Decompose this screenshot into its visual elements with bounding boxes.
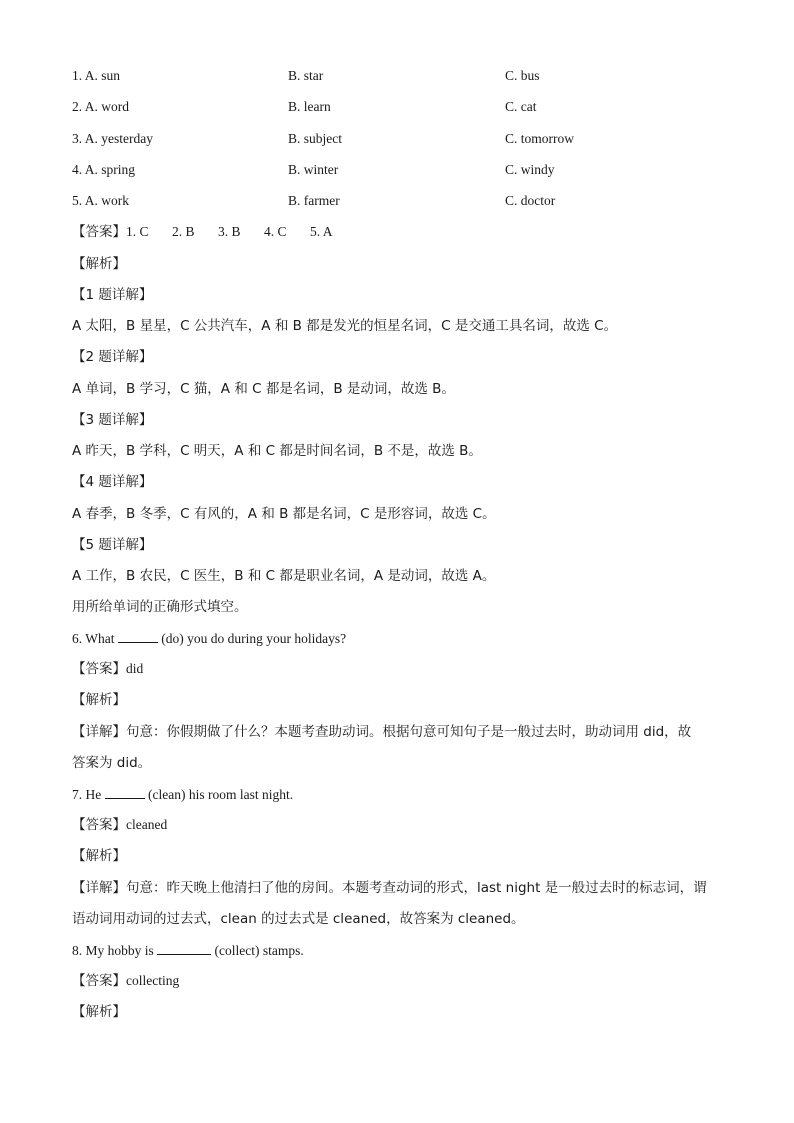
option-b: B. learn [288,99,331,114]
option-a: 4. A. spring [72,162,136,177]
option-c: C. bus [505,68,540,83]
option-c: C. doctor [505,193,556,208]
question-text: 6. What [72,631,115,646]
detail-text: 【详解】句意：昨天晚上他清扫了他的房间。本题考查动词的形式，last night 是一般过去时的标志词，谓 [72,880,707,896]
choice-row [72,130,722,148]
analysis-heading: 【解析】 [72,692,126,708]
answer-item: 5. A [310,224,333,239]
question-6 [72,629,346,648]
detail-text: A 工作，B 农民，C 医生，B 和 C 都是职业名词，A 是动词，故选 A。 [72,568,496,584]
choice-row [72,192,722,210]
answer-value: cleaned [126,817,168,832]
answer-tag: 【答案】 [72,661,126,677]
answer-item: 4. C [264,224,287,239]
answer-blank [157,941,211,955]
option-a: 1. A. sun [72,68,121,83]
detail-heading: 【2 题详解】 [72,349,153,365]
answer-item: 2. B [172,224,195,239]
answer-line [72,223,356,241]
detail-text: A 太阳，B 星星，C 公共汽车，A 和 B 都是发光的恒星名词，C 是交通工具名词，故选 C。 [72,318,618,334]
question-8 [72,941,304,960]
option-b: B. farmer [288,193,340,208]
detail-text: A 单词，B 学习，C 猫，A 和 C 都是名词，B 是动词，故选 B。 [72,381,455,397]
detail-text: 语动词用动词的过去式，clean 的过去式是 cleaned，故答案为 cleaned。 [72,911,525,927]
choice-row [72,98,722,116]
analysis-heading: 【解析】 [72,1004,126,1020]
option-c: C. cat [505,99,537,114]
detail-heading: 【5 题详解】 [72,537,153,553]
detail-heading: 【3 题详解】 [72,412,153,428]
option-b: B. subject [288,131,342,146]
detail-text: A 春季，B 冬季，C 有风的，A 和 B 都是名词，C 是形容词，故选 C。 [72,506,496,522]
answer-value: did [126,661,144,676]
option-c: C. windy [505,162,555,177]
answer-line [72,972,179,990]
question-text: 7. He [72,787,102,802]
choice-row [72,161,722,179]
answer-blank [105,785,145,799]
option-b: B. star [288,68,324,83]
answer-item: 1. C [126,224,149,239]
question-text: (clean) his room last night. [148,787,294,802]
detail-text: A 昨天，B 学科，C 明天，A 和 C 都是时间名词，B 不是，故选 B。 [72,443,482,459]
answer-blank [118,629,158,643]
detail-text: 【详解】句意：你假期做了什么？本题考查助动词。根据句意可知句子是一般过去时，助动词用 did，故 [72,724,692,740]
choice-row [72,67,722,85]
option-a: 2. A. word [72,99,129,114]
option-a: 5. A. work [72,193,129,208]
option-b: B. winter [288,162,339,177]
answer-tag: 【答案】 [72,973,126,989]
answer-line [72,660,143,678]
option-c: C. tomorrow [505,131,574,146]
detail-text: 答案为 did。 [72,755,152,771]
question-text: 8. My hobby is [72,943,154,958]
detail-heading: 【4 题详解】 [72,474,153,490]
answer-tag: 【答案】 [72,817,126,833]
answer-item: 3. B [218,224,241,239]
analysis-heading: 【解析】 [72,848,126,864]
analysis-heading: 【解析】 [72,256,126,272]
question-text: (do) you do during your holidays? [161,631,347,646]
question-7 [72,785,293,804]
question-text: (collect) stamps. [214,943,304,958]
answer-value: collecting [126,973,180,988]
answer-line [72,816,167,834]
option-a: 3. A. yesterday [72,131,153,146]
answer-tag: 【答案】 [72,224,126,240]
detail-heading: 【1 题详解】 [72,287,153,303]
section-instruction: 用所给单词的正确形式填空。 [72,599,248,615]
